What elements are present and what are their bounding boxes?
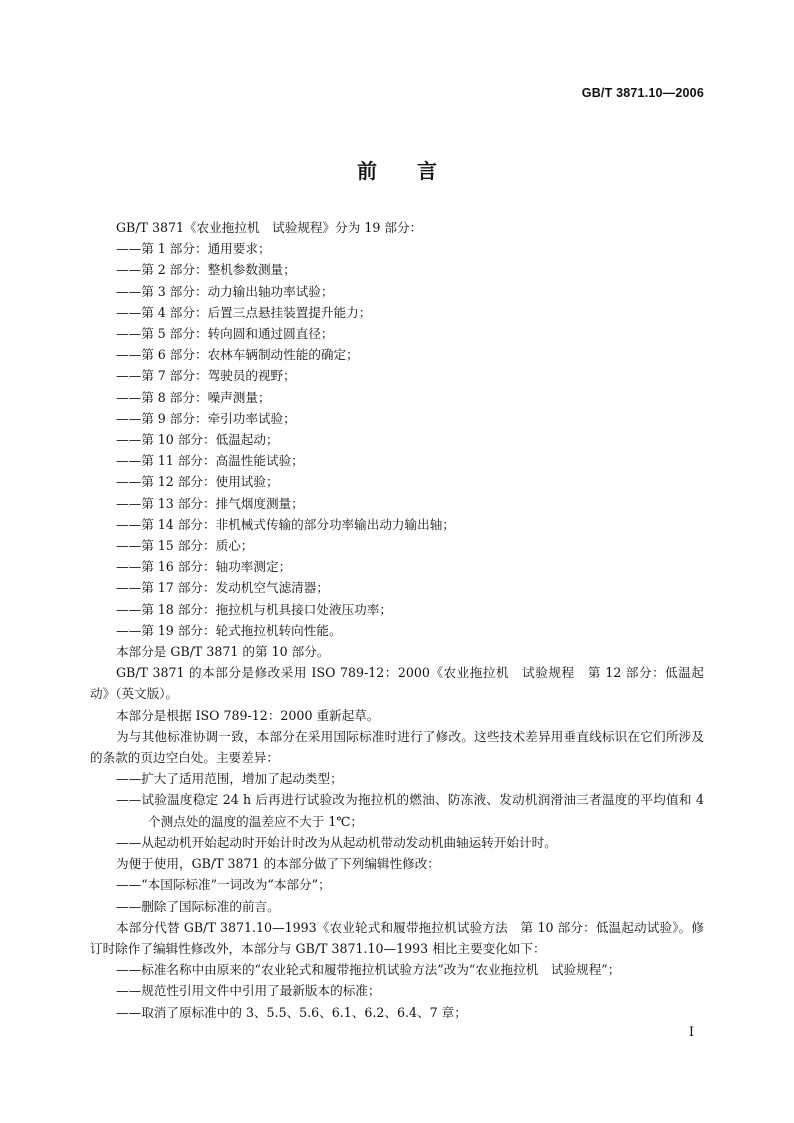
list-item: ——第 1 部分：通用要求； (116, 241, 271, 257)
list-item: ——第 10 部分：低温起动； (116, 432, 279, 448)
coordination-paragraph: 为与其他标准协调一致，本部分在采用国际标准时进行了修改。这些技术差异用垂直线标识在它们所涉及的条款的页边空白处。主要差异： (90, 728, 704, 766)
list-item: ——第 7 部分：驾驶员的视野； (116, 368, 296, 384)
list-item: ——第 4 部分：后置三点悬挂装置提升能力； (116, 304, 372, 320)
main-changes-list (90, 959, 704, 1023)
list-item: ——第 5 部分：转向圆和通过圆直径； (116, 326, 334, 342)
list-item: ——第 19 部分：轮式拖拉机转向性能。 (116, 622, 342, 638)
list-item: ——第 12 部分：使用试验； (116, 474, 279, 490)
standard-code: GB/T 3871.10—2006 (581, 86, 704, 100)
list-item: ——第 17 部分：发动机空气滤清器； (116, 580, 329, 596)
page-title: 前言 (357, 159, 477, 183)
this-part-paragraph: 本部分是 GB/T 3871 的第 10 部分。 (116, 644, 330, 660)
differences-list (90, 768, 704, 853)
list-item: ——从起动机开始起动时开始计时改为从起动机带动发动机曲轴运转开始计时。 (116, 834, 557, 850)
list-item: ——取消了原标准中的 3、5.5、5.6、6.1、6.2、6.4、7 章； (116, 1004, 467, 1020)
list-item: ——第 14 部分：非机械式传输的部分功率输出动力输出轴； (116, 516, 455, 532)
list-item: ——规范性引用文件中引用了最新版本的标准； (116, 983, 381, 999)
replaces-paragraph: 本部分代替 GB/T 3871.10—1993《农业轮式和履带拖拉机试验方法 第 10 部分：低温起动试验》。修订时除作了编辑性修改外，本部分与 GB/T 3871.10—1993 相比主要变化如下： (90, 919, 704, 956)
page-number: I (688, 1025, 694, 1040)
editorial-paragraph: 为便于使用，GB/T 3871 的本部分做了下列编辑性修改： (116, 856, 440, 872)
list-item: ——删除了国际标准的前言。 (116, 898, 280, 914)
list-item: ——第 9 部分：牵引功率试验； (116, 410, 296, 426)
list-item: ——“本国际标准”一词改为“本部分”； (116, 877, 331, 893)
list-item: ——试验温度稳定 24 h 后再进行试验改为拖拉机的燃油、防冻液、发动机润滑油三者温度的平均值和 4 个测点处的温度的温差应不大于 1℃； (116, 792, 704, 829)
list-item: ——第 8 部分：噪声测量； (116, 389, 271, 405)
list-item: ——第 13 部分：排气烟度测量； (116, 495, 304, 511)
list-item: ——第 11 部分：高温性能试验； (116, 453, 304, 469)
list-item: ——第 15 部分：质心； (116, 538, 254, 554)
foreword-body (90, 217, 704, 1023)
modified-adoption-paragraph: GB/T 3871 的本部分是修改采用 ISO 789-12：2000《农业拖拉机 试验规程 第 12 部分：低温起动》（英文版）。 (90, 665, 704, 702)
list-item: ——扩大了适用范围，增加了起动类型； (116, 771, 343, 787)
list-item: ——第 6 部分：农林车辆制动性能的确定； (116, 347, 359, 363)
list-item: ——第 16 部分：轴功率测定； (116, 559, 292, 575)
list-item: ——第 3 部分：动力输出轴功率试验； (116, 283, 334, 299)
list-item: ——第 2 部分：整机参数测量； (116, 262, 296, 278)
list-item: ——第 18 部分：拖拉机与机具接口处液压功率； (116, 601, 392, 617)
list-item: ——标准名称中由原来的“农业轮式和履带拖拉机试验方法”改为“农业拖拉机 试验规程”； (116, 962, 621, 978)
redrafted-paragraph: 本部分是根据 ISO 789-12：2000 重新起草。 (116, 707, 380, 723)
parts-list (90, 238, 704, 641)
intro-paragraph: GB/T 3871《农业拖拉机 试验规程》分为 19 部分： (116, 220, 423, 235)
editorial-changes-list (90, 874, 704, 916)
